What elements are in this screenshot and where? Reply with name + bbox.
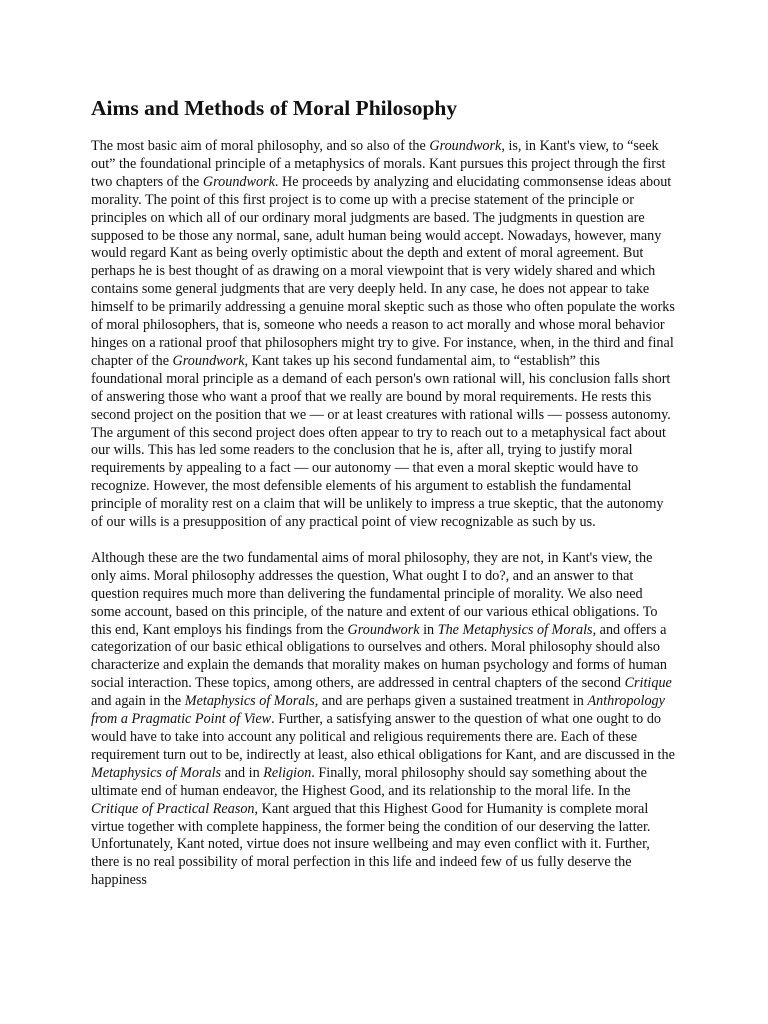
- p2-italic-6: Metaphysics of Morals: [91, 764, 222, 781]
- p1-text-3: . He proceeds by analyzing and elucidating commonsense ideas about morality. The point of this first project is to come up with a precise statement of the principle or principles on which all of our ordinary moral judgments are based. The judgments in question are supposed to be those any normal, sane, adult human being would accept. Nowadays, however, many would regard Kant as being overly optimistic about the depth and extent of moral agreement. But perhaps he is best thought of as drawing on a moral viewpoint that is very widely shared and which contains some general judgments that are very deeply held. In any case, he does not appear to take himself to be primarily addressing a genuine moral skeptic such as those who often populate the works of moral philosophers, that is, someone who needs a reason to act morally and whose moral behavior hinges on a rational proof that philosophers might try to give. For instance, when, in the third and final chapter of the: [91, 173, 675, 369]
- p2-italic-5: Anthropology from a Pragmatic Point of View: [91, 693, 665, 728]
- p1-text-4: , Kant takes up his second fundamental aim, to “establish” this foundational moral principle as a demand of each person's own rational will, his conclusion falls short of answering those who want a proof that we really are bound by moral requirements. He rests this second project on the position that we — or at least creatures with rational wills — possess autonomy. The argument of this second project does often appear to try to reach out to a metaphysical fact about our wills. This has led some readers to the conclusion that he is, after all, trying to justify moral requirements by appealing to a fact — our autonomy — that even a moral skeptic would have to recognize. However, the most defensible elements of his argument to establish the fundamental principle of morality rest on a claim that will be unlikely to impress a true skeptic, that the autonomy of our wills is a presupposition of any practical point of view recognizable as such by us.: [91, 352, 671, 531]
- p2-italic-2: The Metaphysics of Morals: [437, 621, 593, 638]
- p2-text-9: , Kant argued that this Highest Good for Humanity is complete moral virtue together with complete happiness, the former being the condition of our deserving the latter. Unfortunately, Kant noted, virtue does not insure wellbeing and may even conflict with it. Further, there is no real possibility of moral perfection in this life and indeed few of us fully deserve the happiness: [91, 800, 651, 889]
- paragraph-2: [91, 550, 675, 890]
- p1-italic-2: Groundwork: [202, 173, 275, 190]
- p2-text-7: and in: [221, 764, 264, 781]
- document-title: Aims and Methods of Moral Philosophy: [91, 96, 458, 120]
- p1-text-2: , is, in Kant's view, to “seek out” the foundational principle of a metaphysics of morals. Kant pursues this project through the first two chapters of the: [91, 138, 666, 190]
- p2-italic-4: Metaphysics of Morals,: [184, 693, 319, 710]
- paragraph-1: [91, 138, 675, 532]
- p2-italic-8: Critique of Practical Reason: [91, 800, 255, 817]
- p2-italic-1: Groundwork: [347, 621, 420, 638]
- p2-italic-3: Critique: [624, 675, 672, 692]
- p2-text-3: , and offers a categorization of our basic ethical obligations to ourselves and others. Moral philosophy should also characterize and explain the demands that morality makes on human psychology and forms of human social interaction. These topics, among others, are addressed in central chapters of the second: [91, 621, 667, 692]
- p1-italic-3: Groundwork: [172, 352, 245, 369]
- p2-text-1: Although these are the two fundamental aims of moral philosophy, they are not, in Kant's view, the only aims. Moral philosophy addresses the question, What ought I to do?, and an answer to that question requires much more than delivering the fundamental principle of morality. We also need some account, based on this principle, of the nature and extent of our various ethical obligations. To this end, Kant employs his findings from the: [91, 549, 658, 638]
- document-page: [91, 0, 675, 890]
- p1-text-1: The most basic aim of moral philosophy, and so also of the: [91, 138, 430, 154]
- p2-text-2: in: [419, 621, 438, 638]
- p2-italic-7: Religion: [263, 764, 312, 781]
- p1-italic-1: Groundwork: [429, 138, 502, 154]
- p2-text-8: . Finally, moral philosophy should say something about the ultimate end of human endeavor, the Highest Good, and its relationship to the moral life. In the: [91, 764, 647, 799]
- p2-text-5: and are perhaps given a sustained treatment in: [318, 693, 588, 710]
- p2-text-4: and again in the: [91, 693, 185, 710]
- p2-text-6: . Further, a satisfying answer to the question of what one ought to do would have to take into account any political and religious requirements there are. Each of these requirement turn out to be, indirectly at least, also ethical obligations for Kant, and are discussed in the: [91, 711, 675, 763]
